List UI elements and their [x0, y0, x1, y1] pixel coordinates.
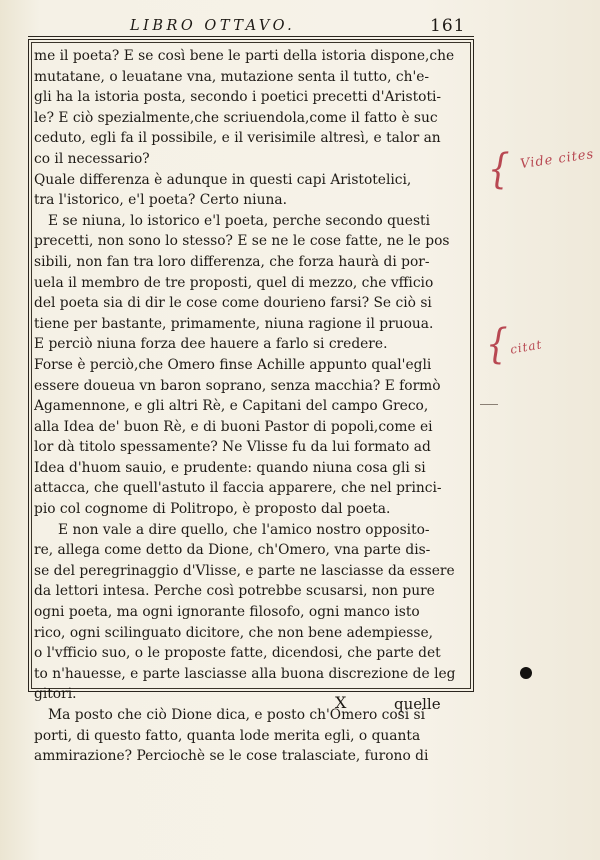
text-line: rico, ogni scilinguato dicitore, che non bene adempiesse,: [34, 624, 433, 641]
margin-bracket: {: [486, 321, 508, 369]
text-line: to n'hauesse, e parte lasciasse alla buona discrezione de leg: [34, 665, 456, 682]
text-line: tra l'istorico, e'l poeta? Certo niuna.: [34, 192, 287, 209]
margin-annotation: citat: [509, 337, 544, 357]
text-line: E perciò niuna forza dee hauere a farlo si credere.: [34, 336, 388, 353]
catchword: quelle: [394, 695, 441, 713]
text-line: sibili, non fan tra loro differenza, che forza haurà di por-: [34, 253, 430, 270]
text-line: se del peregrinaggio d'Vlisse, e parte ne lasciasse da essere: [34, 562, 455, 579]
text-line: uela il membro de tre proposti, quel di mezzo, che vfficio: [34, 274, 434, 291]
header-rule: [28, 36, 474, 37]
text-line: alla Idea de' buon Rè, e di buoni Pastor di popoli,come ei: [34, 418, 433, 435]
text-line: co il necessario?: [34, 150, 150, 167]
text-line: re, allega come detto da Dione, ch'Omero, vna parte dis-: [34, 542, 431, 559]
text-line: Forse è perciò,che Omero finse Achille appunto qual'egli: [34, 356, 432, 373]
margin-annotation: Vide cites: [519, 146, 596, 173]
running-title: LIBRO OTTAVO.: [130, 18, 296, 34]
text-line: ammirazione? Perciochè se le cose tralasciate, furono di: [34, 748, 429, 765]
text-line: pio col cognome di Politropo, è proposto dal poeta.: [34, 501, 391, 518]
text-line: le? E ciò spezialmente,che scriuendola,come il fatto è suc: [34, 109, 438, 126]
text-line: essere doueua vn baron soprano, senza macchia? E formò: [34, 377, 441, 394]
text-line: o l'vfficio suo, o le proposte fatte, dicendosi, che parte det: [34, 645, 441, 662]
text-line: Ma posto che ciò Dione dica, e posto ch'Omero così si: [48, 707, 426, 723]
text-line: E non vale a dire quello, che l'amico nostro opposito-: [58, 521, 430, 538]
text-line: del poeta sia di dir le cose come dourieno farsi? Se ciò si: [34, 295, 432, 312]
text-line: da lettori intesa. Perche così potrebbe scusarsi, non pure: [34, 583, 435, 600]
text-line: gli ha la istoria posta, secondo i poetici precetti d'Aristoti-: [34, 89, 442, 106]
text-line: gitori.: [34, 686, 77, 703]
text-line: precetti, non sono lo stesso? E se ne le cose fatte, ne le pos: [34, 233, 450, 250]
text-line: attacca, che quell'astuto il faccia apparere, che nel princi-: [34, 480, 442, 497]
margin-bracket: {: [488, 146, 510, 194]
body-text: [34, 46, 466, 767]
text-line: mutatane, o leuatane vna, mutazione senta il tutto, ch'e-: [34, 68, 430, 85]
text-line: ceduto, egli fa il possibile, e il verisimile altresì, e talor an: [34, 130, 441, 147]
text-line: me il poeta? E se così bene le parti della istoria dispone,che: [34, 48, 455, 64]
text-line: tiene per bastante, primamente, niuna ragione il pruoua.: [34, 315, 434, 332]
margin-dash: [480, 404, 498, 405]
text-line: ogni poeta, ma ogni ignorante filosofo, ogni manco isto: [34, 604, 420, 621]
text-line: Idea d'huom sauio, e prudente: quando niuna cosa gli si: [34, 459, 426, 476]
page-footer: [30, 693, 470, 717]
text-line: E se niuna, lo istorico e'l poeta, perche secondo questi: [48, 212, 430, 229]
text-line: Agamennone, e gli altri Rè, e Capitani del campo Greco,: [34, 398, 429, 415]
text-line: porti, di questo fatto, quanta lode merita egli, o quanta: [34, 727, 421, 744]
ink-blot: [520, 667, 532, 679]
signature-mark: X: [335, 693, 347, 712]
text-line: Quale differenza è adunque in questi capi Aristotelici,: [34, 171, 412, 188]
page-number: 161: [430, 16, 466, 36]
text-line: lor dà titolo spessamente? Ne Vlisse fu da lui formato ad: [34, 439, 431, 456]
